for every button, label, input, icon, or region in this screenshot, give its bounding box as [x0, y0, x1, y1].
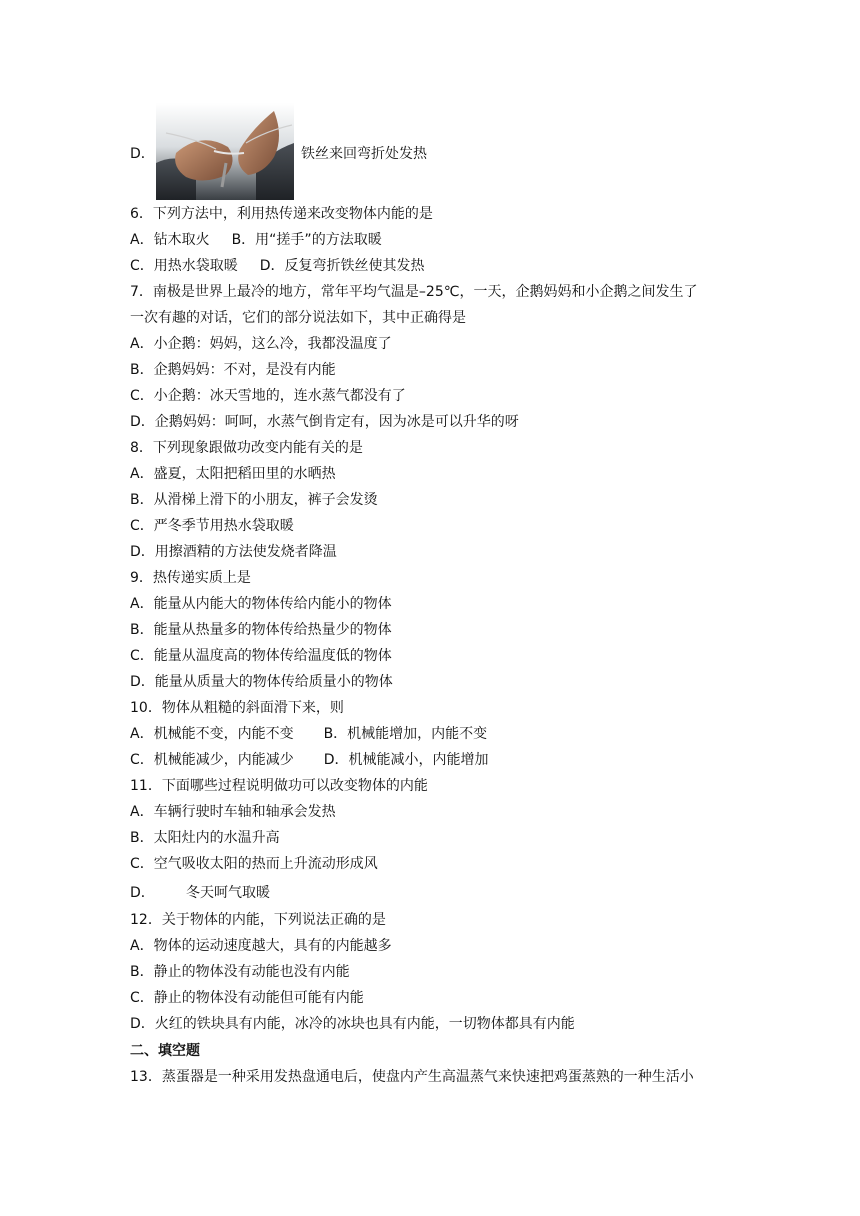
q6-option-c: C．用热水袋取暖 — [130, 258, 238, 274]
q11-stem: 11．下面哪些过程说明做功可以改变物体的内能 — [130, 778, 428, 794]
q8-option-c: C．严冬季节用热水袋取暖 — [130, 518, 294, 534]
q10-option-a: A．机械能不变，内能不变 — [130, 726, 294, 742]
q11-option-d — [130, 884, 270, 902]
q6-option-b: B．用“搓手”的方法取暖 — [231, 232, 382, 248]
q7-stem-line-1: 7．南极是世界上最冷的地方，常年平均气温是–25℃，一天，企鹅妈妈和小企鹅之间发生了 — [130, 284, 698, 300]
q9-stem: 9．热传递实质上是 — [130, 570, 251, 586]
q7-option-a: A．小企鹅：妈妈，这么冷，我都没温度了 — [130, 336, 392, 352]
q9-option-b: B．能量从热量多的物体传给热量少的物体 — [130, 622, 392, 638]
q9-option-d: D．能量从质量大的物体传给质量小的物体 — [130, 674, 393, 690]
q6-option-a: A．钻木取火 — [130, 232, 210, 248]
q12-stem: 12．关于物体的内能，下列说法正确的是 — [130, 912, 386, 928]
q8-option-d: D．用擦酒精的方法使发烧者降温 — [130, 544, 337, 560]
q8-stem: 8．下列现象跟做功改变内能有关的是 — [130, 440, 363, 456]
q11-option-d-text: 冬天呵气取暖 — [186, 885, 270, 901]
q8-option-b: B．从滑梯上滑下的小朋友，裤子会发烫 — [130, 492, 378, 508]
q13-stem-line-1: 13．蒸蛋器是一种采用发热盘通电后，使盘内产生高温蒸气来快速把鸡蛋蒸熟的一种生活小 — [130, 1069, 694, 1085]
q6-options-row-2 — [130, 257, 425, 275]
q10-option-b: B．机械能增加，内能不变 — [323, 726, 488, 742]
q5-option-d-text: 铁丝来回弯折处发热 — [301, 146, 427, 162]
q10-option-c: C．机械能减少，内能减少 — [130, 752, 294, 768]
q10-options-row-1 — [130, 725, 487, 743]
q7-option-d: D．企鹅妈妈：呵呵，水蒸气倒肯定有，因为冰是可以升华的呀 — [130, 414, 519, 430]
section-heading-fill-in: 二、填空题 — [130, 1043, 200, 1059]
q10-stem: 10．物体从粗糙的斜面滑下来，则 — [130, 700, 344, 716]
q11-option-c: C．空气吸收太阳的热而上升流动形成风 — [130, 856, 378, 872]
q5-option-d-label: D． — [130, 146, 155, 162]
q12-option-d: D．火红的铁块具有内能，冰冷的冰块也具有内能，一切物体都具有内能 — [130, 1016, 575, 1032]
q7-option-b: B．企鹅妈妈：不对，是没有内能 — [130, 362, 336, 378]
q11-option-a: A．车辆行驶时车轴和轴承会发热 — [130, 804, 336, 820]
q12-option-a: A．物体的运动速度越大，具有的内能越多 — [130, 938, 392, 954]
q6-stem: 6．下列方法中，利用热传递来改变物体内能的是 — [130, 206, 433, 222]
q8-option-a: A．盛夏，太阳把稻田里的水晒热 — [130, 466, 336, 482]
q12-option-c: C．静止的物体没有动能但可能有内能 — [130, 990, 364, 1006]
q9-option-c: C．能量从温度高的物体传给温度低的物体 — [130, 648, 392, 664]
q9-option-a: A．能量从内能大的物体传给内能小的物体 — [130, 596, 392, 612]
q12-option-b: B．静止的物体没有动能也没有内能 — [130, 964, 350, 980]
q7-option-c: C．小企鹅：冰天雪地的，连水蒸气都没有了 — [130, 388, 406, 404]
q10-option-d: D．机械能减小，内能增加 — [323, 752, 489, 768]
q11-option-b: B．太阳灶内的水温升高 — [130, 830, 280, 846]
q7-stem-line-2: 一次有趣的对话，它们的部分说法如下，其中正确得是 — [130, 310, 466, 326]
q6-option-d: D．反复弯折铁丝使其发热 — [259, 258, 425, 274]
q6-options-row-1 — [130, 231, 382, 249]
q11-option-d-label: D． — [130, 885, 155, 901]
q10-options-row-2 — [130, 751, 489, 769]
bending-wire-photo — [156, 103, 294, 200]
